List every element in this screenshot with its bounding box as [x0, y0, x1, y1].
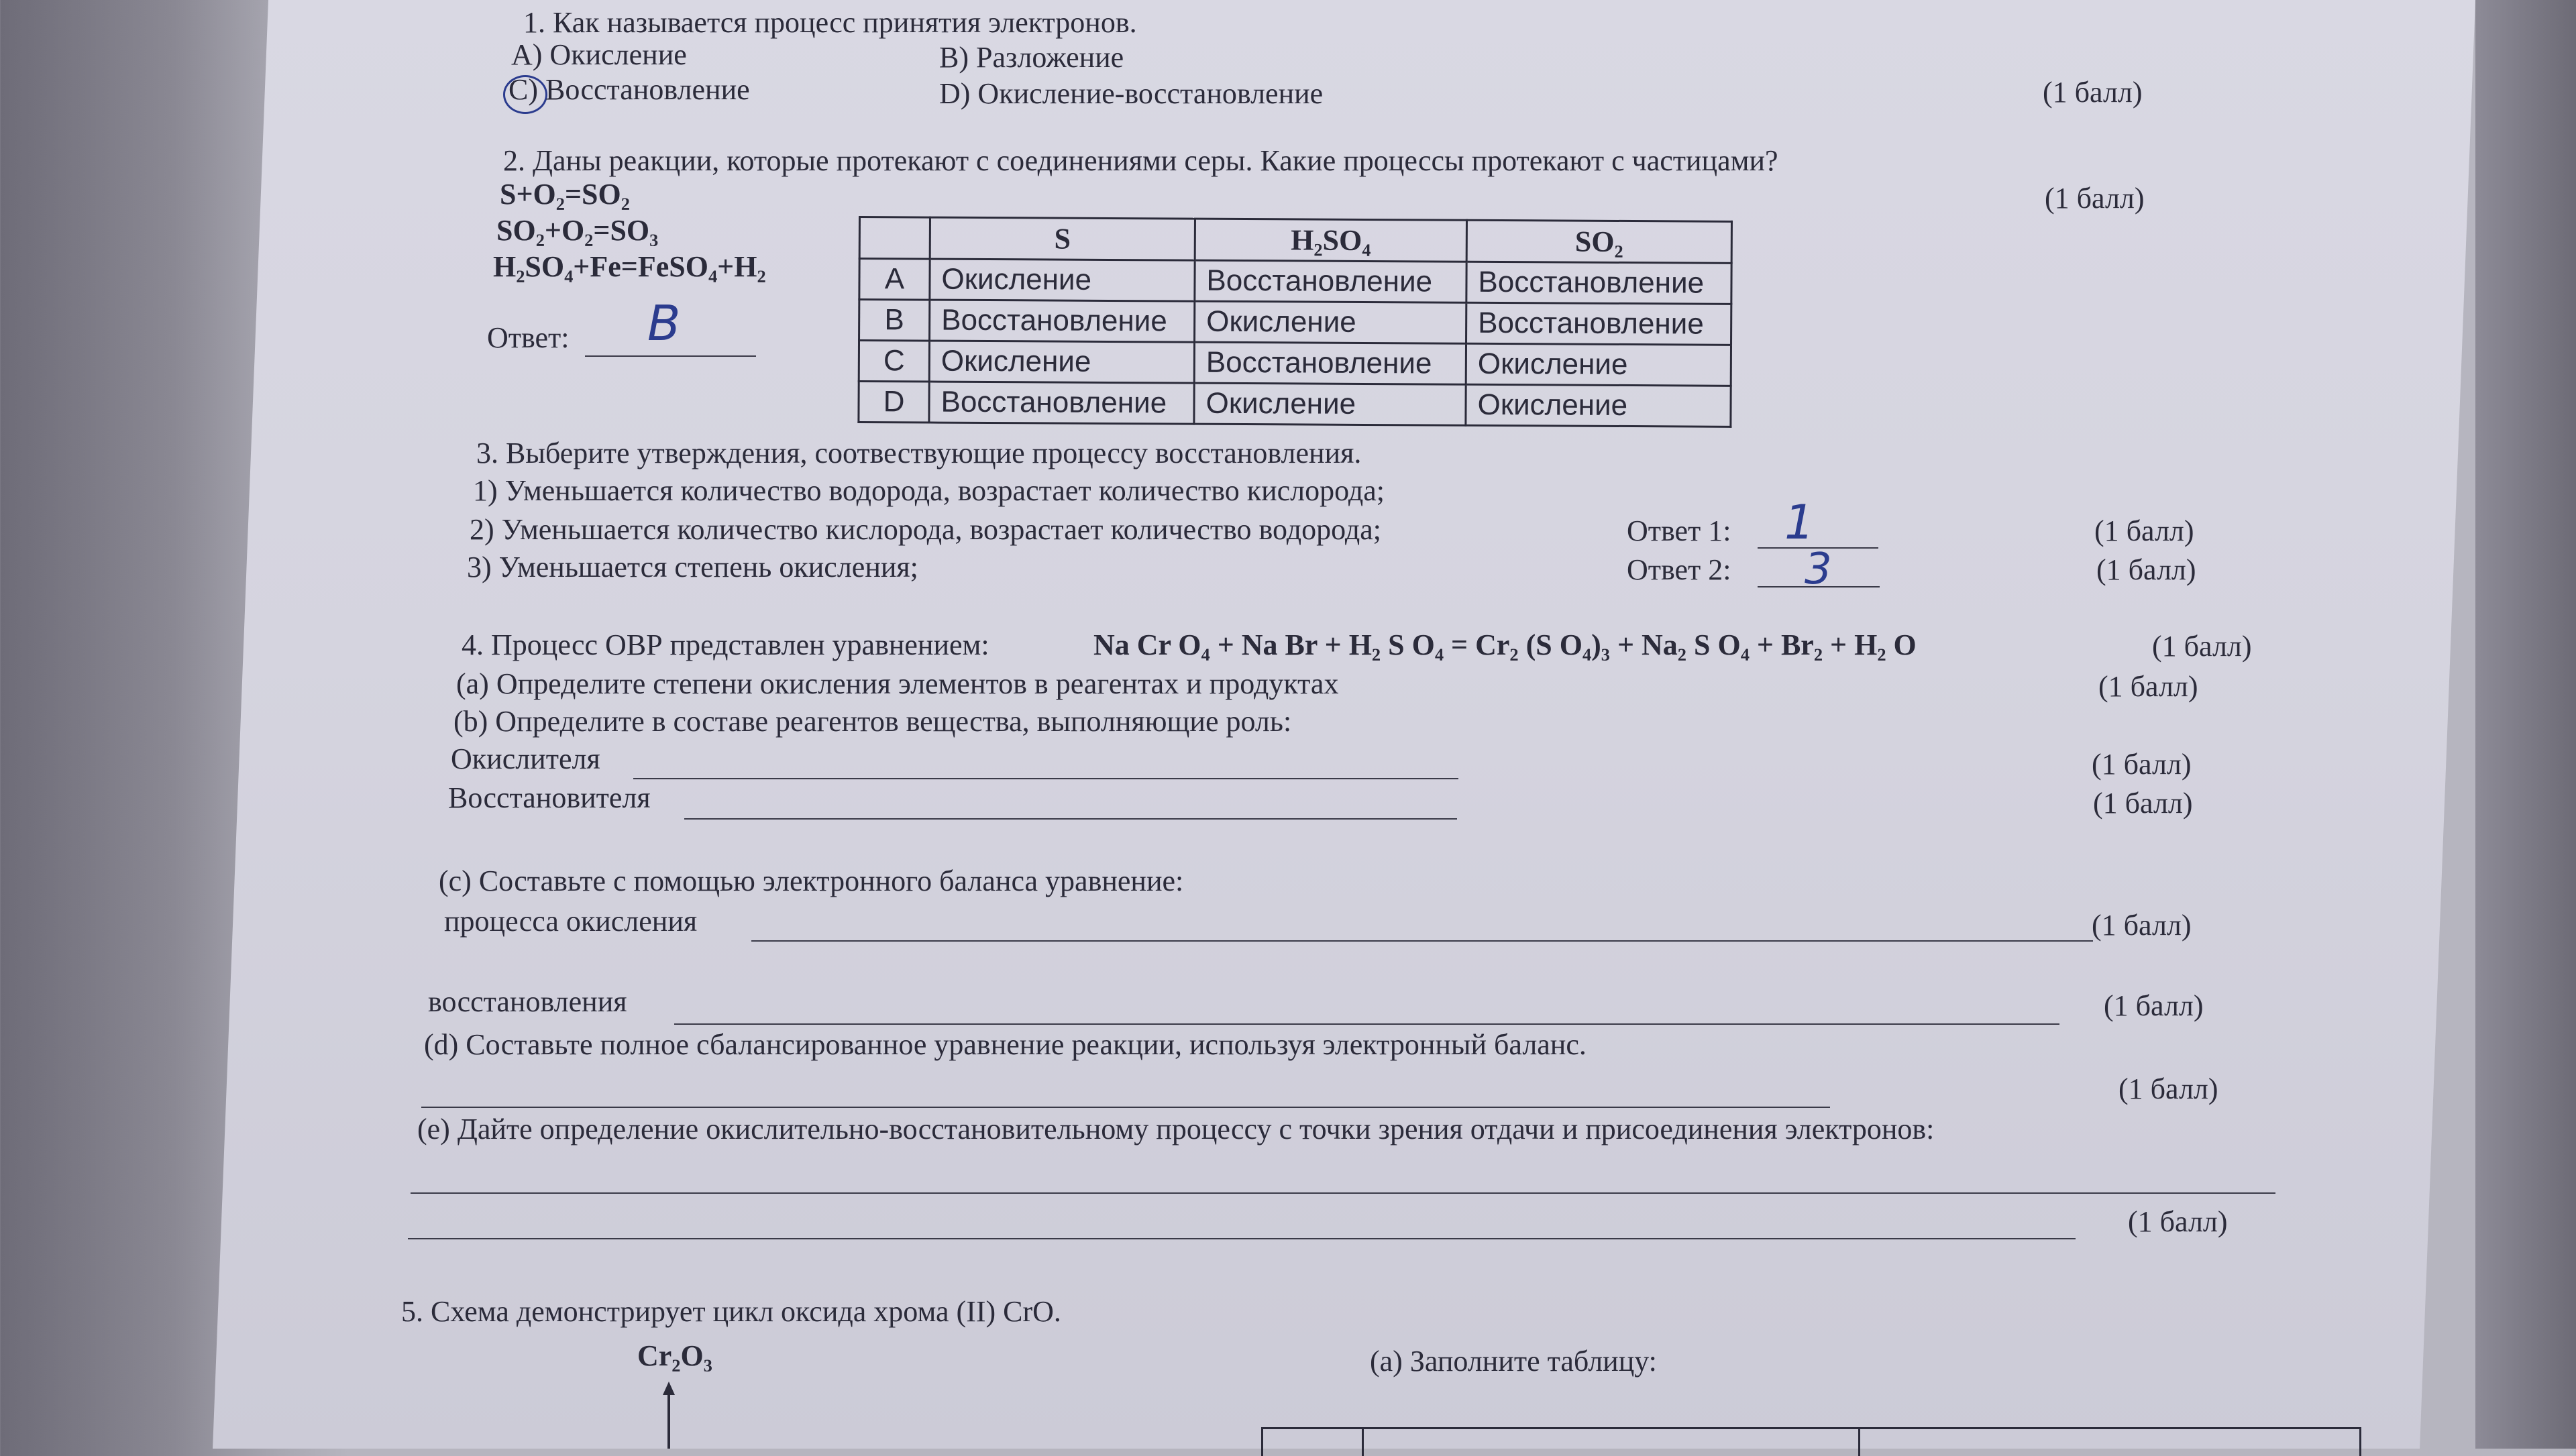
table-divider — [1261, 1429, 1263, 1456]
q4-part-e-line-1 — [411, 1192, 2275, 1194]
q1-question: 1. Как называется процесс принятия электронов. — [523, 6, 1137, 39]
q3-statement-2: 2) Уменьшается количество кислорода, возрастает количество водорода; — [470, 513, 1381, 546]
q4-oxidation-label: процесса окисления — [444, 905, 698, 938]
q4-part-b: (b) Определите в составе реагентов вещества, выполняющие роль: — [453, 705, 1292, 738]
q3-answer1-handwritten: 1 — [1784, 495, 1815, 550]
q4-oxidizer-points: (1 балл) — [2092, 748, 2192, 781]
table-cell: Восстановление — [1194, 342, 1466, 384]
row-label: C — [859, 341, 929, 382]
q3-question: 3. Выберите утверждения, соотвествующие процессу восстановления. — [476, 437, 1362, 469]
q1-points: (1 балл) — [2043, 76, 2143, 109]
up-arrow-icon — [659, 1382, 679, 1449]
table-cell: Окисление — [930, 259, 1195, 301]
q3-answer2-label: Ответ 2: — [1627, 553, 1731, 586]
background-edge — [2475, 0, 2576, 1449]
q4-question: 4. Процесс ОВР представлен уравнением: — [462, 628, 989, 661]
table-header-row — [859, 217, 1731, 264]
q4-oxidizer-line — [633, 778, 1458, 779]
q3-answer1-label: Ответ 1: — [1627, 514, 1731, 547]
q1-option-a: A) Окисление — [511, 38, 687, 71]
q2-answer-handwritten: B — [647, 295, 681, 351]
q4-part-c: (c) Составьте с помощью электронного баланса уравнение: — [439, 864, 1184, 897]
q4-part-a: (a) Определите степени окисления элементов в реагентах и продуктах — [456, 667, 1339, 700]
q2-answer-line — [585, 355, 756, 357]
q4-reducer-label: Восстановителя — [448, 781, 651, 814]
q3-statement-3: 3) Уменьшается степень окисления; — [467, 551, 918, 583]
table-cell: Восстановление — [1466, 302, 1731, 345]
q4-reducer-points: (1 балл) — [2093, 787, 2193, 820]
table-cell: Окисление — [1466, 343, 1731, 386]
q4-reduction-line — [674, 1023, 2059, 1025]
q2-question: 2. Даны реакции, которые протекают с соединениями серы. Какие процессы протекают с частицами? — [503, 144, 1778, 177]
q4-equation-points: (1 балл) — [2152, 630, 2252, 663]
q4-part-d: (d) Составьте полное сбалансированное уравнение реакции, используя электронный баланс. — [424, 1028, 1587, 1061]
table-header-cell: SO₂ — [1466, 220, 1731, 263]
q5-question: 5. Схема демонстрирует цикл оксида хрома (II) CrO. — [401, 1295, 1061, 1328]
q3-points-2: (1 балл) — [2096, 553, 2196, 586]
table-header-cell: H₂SO₄ — [1195, 219, 1466, 262]
table-row — [859, 341, 1731, 386]
q4-part-d-line — [421, 1107, 1830, 1108]
q4-oxidation-line — [751, 940, 2093, 942]
q4-part-e: (e) Дайте определение окислительно-восстановительному процессу с точки зрения отдачи и присоединения электронов: — [417, 1113, 1935, 1145]
q4-part-a-points: (1 балл) — [2098, 670, 2198, 703]
table-cell: Восстановление — [1195, 260, 1466, 302]
q4-equation: Na Cr O₄ + Na Br + H₂ S O₄ = Cr₂ (S O₄)₃ + Na₂ S O₄ + Br₂ + H₂ O — [1093, 628, 1917, 661]
q2-reaction-2: SO₂+O₂=SO₃ — [496, 214, 659, 247]
table-cell: Восстановление — [1466, 262, 1731, 304]
q1-option-d: D) Окисление-восстановление — [939, 77, 1324, 110]
q4-reduction-points: (1 балл) — [2104, 989, 2204, 1022]
table-row — [859, 382, 1731, 427]
q4-part-e-points: (1 балл) — [2128, 1205, 2228, 1238]
q4-reduction-label: восстановления — [428, 985, 627, 1018]
q2-options-table — [857, 216, 1733, 428]
q3-answer2-handwritten: 3 — [1805, 545, 1832, 594]
q5-table-top — [1261, 1427, 2361, 1456]
table-cell: Окисление — [1194, 383, 1466, 425]
q2-answer-label: Ответ: — [487, 321, 570, 354]
table-divider — [1362, 1429, 1364, 1456]
table-header-cell — [859, 217, 930, 260]
row-label: B — [859, 300, 930, 341]
row-label: D — [859, 382, 929, 423]
q3-statement-1: 1) Уменьшается количество водорода, возрастает количество кислорода; — [473, 474, 1385, 507]
q4-oxidizer-label: Окислителя — [451, 742, 600, 775]
q2-points: (1 балл) — [2045, 182, 2145, 215]
q4-oxidation-points: (1 балл) — [2092, 909, 2192, 942]
table-row — [859, 300, 1731, 345]
q2-reaction-3: H₂SO₄+Fe=FeSO₄+H₂ — [493, 250, 766, 283]
table-divider — [1858, 1429, 1860, 1456]
q4-part-d-points: (1 балл) — [2118, 1072, 2218, 1105]
q4-reducer-line — [684, 818, 1457, 820]
q5-formula: Cr₂O₃ — [637, 1339, 712, 1372]
table-cell: Окисление — [1466, 384, 1731, 427]
table-cell: Восстановление — [929, 382, 1194, 424]
q1-option-c: C) Восстановление — [508, 73, 750, 106]
table-row — [859, 259, 1731, 304]
q1-option-b: B) Разложение — [939, 41, 1124, 74]
row-label: A — [859, 259, 930, 300]
table-cell: Окисление — [929, 341, 1194, 383]
table-cell: Окисление — [1195, 301, 1466, 343]
table-divider — [2359, 1429, 2361, 1456]
q5-part-a: (a) Заполните таблицу: — [1370, 1345, 1657, 1378]
q2-reaction-1: S+O₂=SO₂ — [500, 178, 630, 211]
q4-part-e-line-2 — [408, 1238, 2076, 1239]
q3-points-1: (1 балл) — [2094, 514, 2194, 547]
table-header-cell: S — [930, 217, 1195, 260]
table-cell: Восстановление — [930, 300, 1195, 342]
